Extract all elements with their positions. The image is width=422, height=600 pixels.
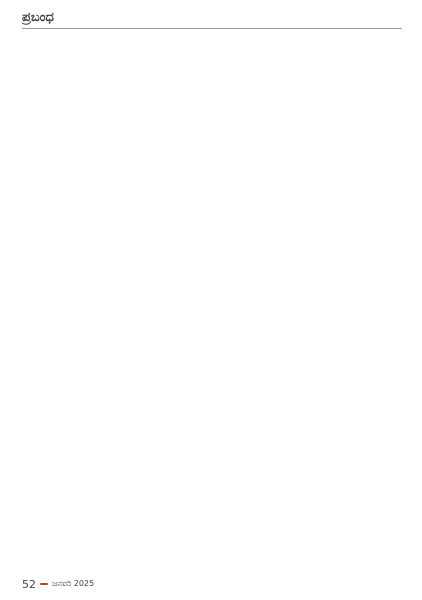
issue-date: ಜನವರಿ 2025 [52, 579, 95, 588]
left-column [22, 36, 206, 566]
page-header [22, 10, 402, 29]
article-body [22, 36, 404, 566]
paragraph [220, 56, 404, 66]
page-number: 52 [22, 577, 36, 591]
section-title: ಪ್ರಬಂಧ [22, 10, 54, 25]
paragraph [220, 66, 404, 76]
paragraph [22, 46, 206, 56]
paragraph [220, 46, 404, 56]
header-rule [22, 28, 402, 29]
paragraph [220, 36, 404, 46]
right-column [220, 36, 404, 566]
paragraph [22, 66, 206, 76]
magazine-logo [40, 583, 48, 585]
page-footer [22, 576, 94, 592]
paragraph [22, 36, 206, 46]
paragraph [22, 56, 206, 66]
